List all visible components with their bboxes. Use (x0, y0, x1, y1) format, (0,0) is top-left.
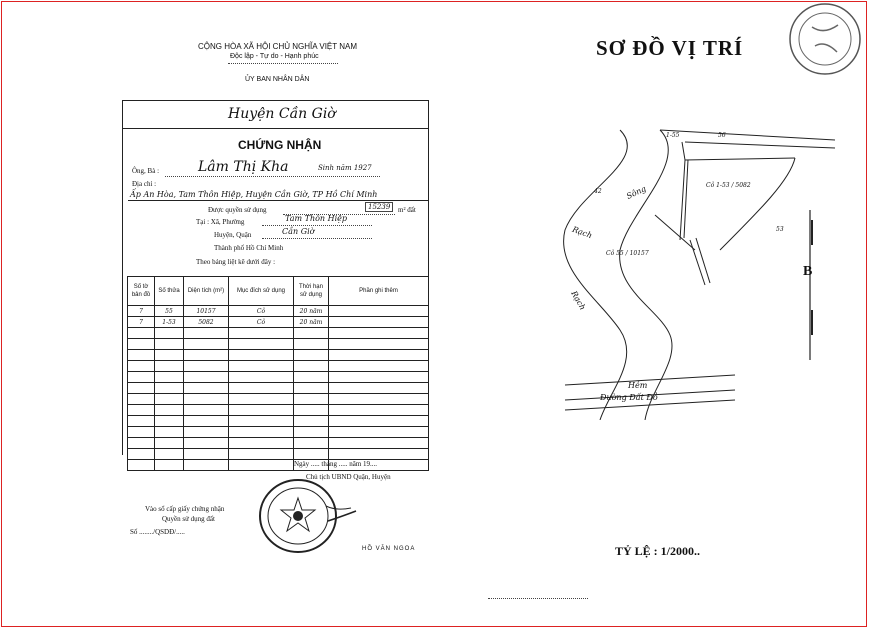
ward-label: Tại : Xã, Phường (196, 218, 245, 226)
table-row (128, 328, 429, 339)
road-label-duong: Đường Đất Đỏ (600, 393, 658, 402)
district-dots (262, 238, 372, 239)
table-row (128, 438, 429, 449)
date-line: Ngày ..... tháng ..... năm 19.... (294, 460, 378, 468)
neighbor-label: 42 (594, 188, 602, 195)
registry-line1: Vào sổ cấp giấy chứng nhận (145, 505, 225, 513)
neighbor-label: 56 (718, 132, 726, 139)
map-title: SƠ ĐỒ VỊ TRÍ (596, 36, 744, 60)
table-row (128, 350, 429, 361)
district-label: Huyện, Quận (214, 231, 252, 239)
parcel-label-1: Cỏ 1-53 / 5082 (706, 182, 751, 189)
table-cell: 7 (128, 306, 155, 317)
table-cell: 20 năm (294, 306, 329, 317)
north-letter: B (803, 264, 813, 279)
certificate-title: CHỨNG NHẬN (238, 138, 322, 152)
district-rule (122, 128, 428, 129)
neighbor-label: 1-55 (666, 132, 680, 139)
col-header: Thời hạn sử dụng (294, 277, 329, 306)
address-rule (128, 200, 428, 201)
area-value: 15239 (365, 202, 393, 212)
district-value: Cần Giờ (282, 227, 315, 236)
motto: Độc lập - Tự do - Hạnh phúc (230, 53, 319, 60)
table-row (128, 449, 429, 460)
col-header: Mục đích sử dụng (229, 277, 294, 306)
owner-dots (165, 176, 380, 177)
city-label: Thành phố Hồ Chí Minh (214, 244, 284, 252)
map-scale: TỶ LỆ : 1/2000.. (615, 544, 701, 558)
table-row (128, 416, 429, 427)
motto-underline (228, 63, 338, 64)
table-cell: 55 (155, 306, 184, 317)
table-row (128, 394, 429, 405)
table-cell: 1-53 (155, 317, 184, 328)
table-cell (329, 306, 429, 317)
ward-value: Tam Thôn Hiệp (285, 214, 348, 223)
signer-name: HỒ VĂN NGOA (362, 546, 416, 552)
river-label: Rạch (571, 224, 594, 241)
national-header: CỘNG HÒA XÃ HỘI CHỦ NGHĨA VIỆT NAM (198, 42, 357, 51)
table-cell: 7 (128, 317, 155, 328)
parcel-table (127, 276, 429, 471)
location-map (560, 120, 840, 420)
table-row (128, 383, 429, 394)
table-cell: 5082 (184, 317, 229, 328)
table-row (128, 361, 429, 372)
table-cell: Cỏ (229, 317, 294, 328)
table-row (128, 427, 429, 438)
official-seal (258, 476, 358, 556)
address-value: Ấp An Hòa, Tam Thôn Hiệp, Huyện Cần Giờ, TP Hồ Chí Minh (130, 190, 378, 199)
river-label: Sông (625, 184, 648, 201)
district-handwritten: Huyện Cần Giờ (228, 106, 336, 122)
table-cell (329, 317, 429, 328)
bottom-dots (488, 598, 588, 599)
corner-stamp (787, 2, 863, 76)
table-cell: 10157 (184, 306, 229, 317)
table-cell: Cỏ (229, 306, 294, 317)
table-row (128, 372, 429, 383)
issuer-label: ỦY BAN NHÂN DÂN (245, 76, 310, 83)
table-row (128, 460, 429, 471)
table-row (128, 306, 429, 317)
registry-line2: Quyền sử dụng đất (162, 515, 215, 523)
registry-number: Số ......../QSDĐ/..... (130, 528, 185, 536)
signer-title: Chủ tịch UBND Quận, Huyện (306, 473, 391, 481)
col-header: Diện tích (m²) (184, 277, 229, 306)
area-unit: m² đất (398, 206, 416, 214)
table-header-row (128, 277, 429, 306)
col-header: Phần ghi thêm (329, 277, 429, 306)
road-label-hem: Hẻm (628, 381, 648, 390)
owner-birth: Sinh năm 1927 (318, 164, 372, 172)
table-row (128, 405, 429, 416)
owner-label: Ông, Bà : (132, 167, 160, 175)
address-label: Địa chỉ : (132, 180, 157, 188)
col-header: Số tờ bản đồ (128, 277, 155, 306)
owner-name: Lâm Thị Kha (198, 159, 289, 175)
river-label: Rạch (569, 289, 588, 312)
col-header: Số thửa (155, 277, 184, 306)
neighbor-label: 53 (776, 226, 784, 233)
table-row (128, 317, 429, 328)
certificate-left-border (122, 100, 123, 455)
use-right-label: Được quyền sử dụng (208, 206, 267, 214)
list-note: Theo bảng liệt kê dưới đây : (196, 258, 276, 266)
top-rule (122, 100, 428, 101)
parcel-label-2: Cỏ 55 / 10157 (606, 250, 649, 257)
ward-dots (262, 225, 372, 226)
table-row (128, 339, 429, 350)
table-cell: 20 năm (294, 317, 329, 328)
